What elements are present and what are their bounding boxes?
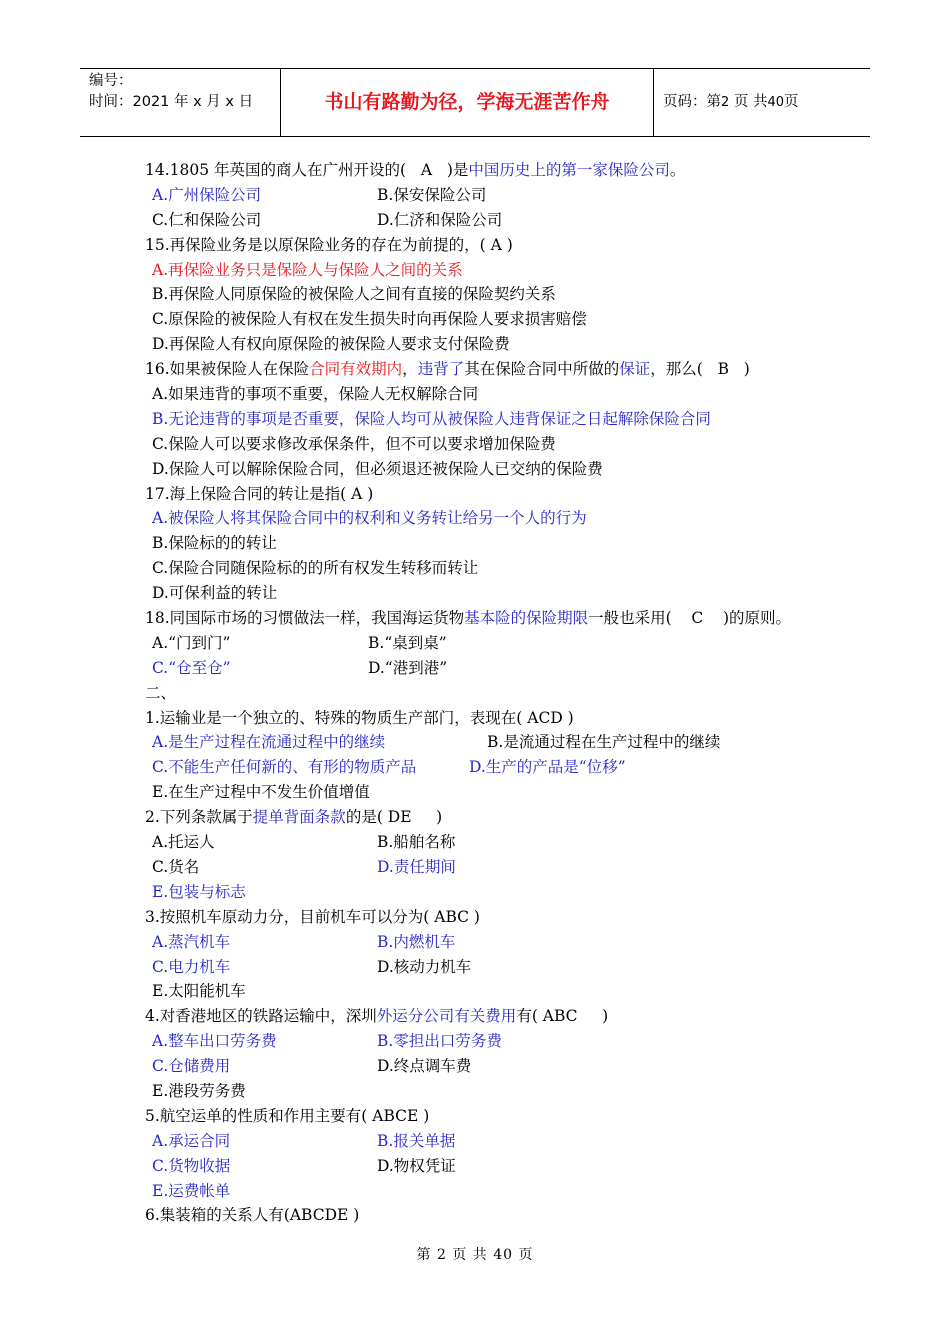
option-row	[145, 955, 845, 980]
option-b: B.保安保险公司	[377, 185, 487, 204]
option-b: B.“桌到桌”	[368, 633, 447, 652]
question-18	[145, 606, 845, 631]
highlighted-phrase: 基本险的保险期限	[464, 609, 589, 628]
option-row	[145, 1129, 845, 1154]
highlighted-phrase: 违背了	[417, 360, 465, 379]
option-c: C.货名	[152, 857, 200, 876]
option-c-answer: C.货物收据	[152, 1156, 231, 1175]
question-m2	[145, 805, 845, 830]
question-14	[145, 158, 845, 183]
option-b-answer: B.零担出口劳务费	[377, 1032, 502, 1051]
option-a-answer: A.是生产过程在流通过程中的继续	[152, 733, 386, 752]
question-17: 17.海上保险合同的转让是指( A )	[145, 484, 374, 503]
question-text: 一般也采用( C )的原则。	[588, 609, 792, 628]
option-c: C.原保险的被保险人有权在发生损失时向再保险人要求损害赔偿	[152, 310, 587, 329]
option-e: E.太阳能机车	[152, 982, 246, 1001]
option-row	[145, 730, 845, 755]
option-a-answer: A.被保险人将其保险合同中的权利和义务转让给另一个人的行为	[152, 509, 587, 528]
option-row	[145, 631, 845, 656]
question-text: ，那么( B )	[650, 360, 750, 379]
option-d: D.可保利益的转让	[152, 584, 278, 603]
option-b-answer: B.报关单据	[377, 1131, 456, 1150]
option-b: B.船舶名称	[377, 833, 456, 852]
question-text: 有( ABC )	[516, 1007, 609, 1026]
option-d-answer: D.生产的产品是“位移”	[469, 758, 626, 777]
page-label: 页码：第	[663, 94, 721, 110]
question-text: 。	[669, 161, 686, 179]
option-d: D.再保险人有权向原保险的被保险人要求支付保险费	[152, 335, 510, 354]
option-a-answer: A.广州保险公司	[152, 185, 262, 204]
option-row	[145, 755, 845, 780]
header-meta-cell	[80, 69, 281, 136]
question-text: 14.1805 年英国的商人在广州开设的( A )是	[145, 161, 469, 179]
option-c: C.保险人可以要求修改承保条件，但不可以要求增加保险费	[152, 434, 556, 453]
option-row	[145, 1154, 845, 1179]
question-m3: 3.按照机车原动力分，目前机车可以分为( ABC )	[145, 907, 480, 926]
question-text: 其在保险合同中所做的	[464, 360, 620, 379]
option-c-answer: C.仓储费用	[152, 1057, 231, 1076]
option-b-answer: B.内燃机车	[377, 932, 456, 951]
option-d: D.核动力机车	[377, 957, 472, 976]
option-row	[145, 183, 845, 208]
option-a-answer: A.蒸汽机车	[152, 932, 231, 951]
option-d: D.“港到港”	[368, 658, 448, 677]
option-a: A.托运人	[152, 833, 215, 852]
option-d: D.物权凭证	[377, 1156, 456, 1175]
option-a-answer: A.再保险业务只是保险人与保险人之间的关系	[152, 260, 463, 279]
page-mid: 页 共	[733, 94, 768, 110]
option-c: C.保险合同随保险标的的所有权发生转移而转让	[152, 559, 479, 578]
option-d: D.仁济和保险公司	[377, 210, 503, 229]
question-text: 18.同国际市场的习惯做法一样，我国海运货物	[145, 609, 465, 628]
question-text: 16.如果被保险人在保险	[145, 360, 310, 379]
question-text: ，	[402, 360, 418, 379]
page-footer: 第 2 页 共 40 页	[416, 1247, 534, 1263]
option-a-answer: A.整车出口劳务费	[152, 1032, 277, 1051]
option-e-answer: E.包装与标志	[152, 882, 246, 901]
option-e: E.港段劳务费	[152, 1081, 246, 1100]
option-b: B.再保险人同原保险的被保险人之间有直接的保险契约关系	[152, 285, 556, 304]
option-d-answer	[377, 855, 456, 880]
option-row	[145, 656, 845, 681]
question-m6: 6.集装箱的关系人有(ABCDE )	[145, 1206, 360, 1225]
page-current: 2	[721, 95, 730, 110]
page-header	[80, 68, 870, 137]
option-e-answer: E.运费帐单	[152, 1181, 231, 1200]
header-motto: 书山有路勤为径，学海无涯苦作舟	[281, 69, 654, 136]
option-text: 责任期间	[393, 857, 456, 876]
option-c-answer: C.“仓至仓”	[152, 658, 231, 677]
highlighted-phrase: 提单背面条款	[252, 808, 346, 827]
option-a-answer: A.承运合同	[152, 1131, 231, 1150]
highlighted-phrase: 保证	[619, 360, 651, 379]
option-a: A.如果违背的事项不重要，保险人无权解除合同	[152, 385, 479, 404]
highlighted-phrase: 外运分公司有关费用	[376, 1007, 517, 1026]
question-15: 15.再保险业务是以原保险业务的存在为前提的，( A )	[145, 235, 513, 254]
option-row	[145, 930, 845, 955]
page-total: 40	[767, 95, 785, 110]
highlighted-phrase: 合同有效期内	[309, 360, 403, 379]
option-row	[145, 830, 845, 855]
question-m4	[145, 1004, 845, 1029]
option-c-answer: C.电力机车	[152, 957, 231, 976]
option-d: D.保险人可以解除保险合同，但必须退还被保险人已交纳的保险费	[152, 459, 603, 478]
option-b: B.保险标的的转让	[152, 534, 277, 553]
option-c-answer: C.不能生产任何新的、有形的物质产品	[152, 758, 417, 777]
question-text: 2.下列条款属于	[145, 808, 253, 827]
question-text: 4.对香港地区的铁路运输中，深圳	[145, 1007, 377, 1026]
question-16	[145, 357, 845, 382]
page-end: 页	[784, 94, 799, 110]
question-content	[145, 158, 845, 1228]
option-row	[145, 1029, 845, 1054]
option-row	[145, 1054, 845, 1079]
option-c: C.仁和保险公司	[152, 210, 262, 229]
option-b-answer: B.无论违背的事项是否重要，保险人均可从被保险人违背保证之日起解除保险合同	[152, 409, 711, 428]
question-m1: 1.运输业是一个独立的、特殊的物质生产部门，表现在( ACD )	[145, 708, 574, 727]
option-row	[145, 855, 845, 880]
highlighted-phrase: 中国历史上的第一家保险公司	[468, 161, 670, 179]
question-text: 的是( DE )	[345, 808, 443, 827]
option-d: D.终点调车费	[377, 1057, 472, 1076]
option-letter: D.	[377, 857, 394, 876]
question-m5: 5.航空运单的性质和作用主要有( ABCE )	[145, 1106, 430, 1125]
section-heading: 二、	[145, 683, 177, 702]
document-date: 时间：2021 年 x 月 x 日	[89, 94, 254, 110]
header-page-info	[654, 69, 870, 136]
document-number-label: 编号：	[89, 73, 133, 89]
option-a: A.“门到门”	[152, 633, 231, 652]
option-b: B.是流通过程在生产过程中的继续	[487, 733, 721, 752]
option-row	[145, 208, 845, 233]
option-e: E.在生产过程中不发生价值增值	[152, 783, 370, 802]
